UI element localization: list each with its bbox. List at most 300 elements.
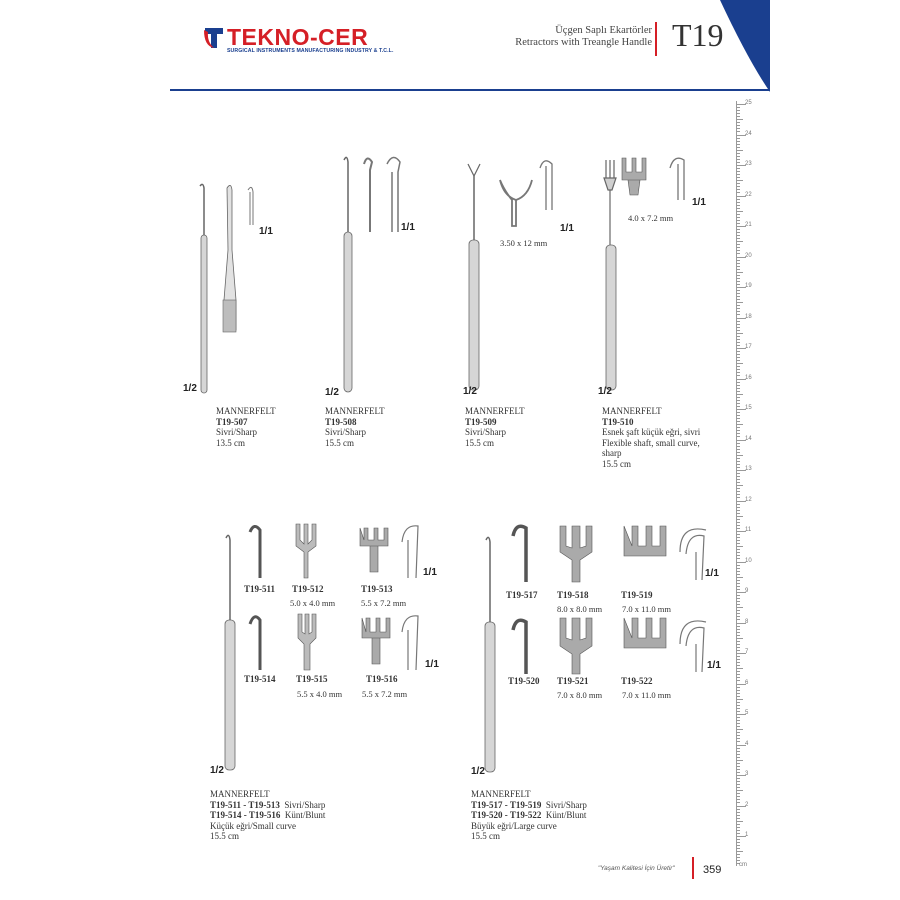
set-size: 15.5 cm (210, 831, 239, 841)
ruler-tick (737, 616, 740, 617)
ruler-tick (737, 153, 740, 154)
product-desc-tr: Esnek şaft küçük eğri, sivri (602, 427, 701, 437)
ruler-tick (737, 665, 740, 666)
ruler-tick (737, 690, 740, 691)
caption-set1 (210, 789, 325, 842)
ruler-tick (737, 430, 740, 431)
ruler-tick (737, 372, 740, 373)
ruler-number: 3 (745, 771, 749, 777)
ruler-tick (737, 857, 740, 858)
ruler-tick (737, 546, 743, 547)
ruler-tick (737, 403, 740, 404)
ruler-tick (737, 260, 740, 261)
ruler-tick (737, 726, 740, 727)
ruler-tick (737, 717, 740, 718)
scale-half-508: 1/2 (325, 387, 339, 398)
header-divider (655, 22, 657, 56)
ruler-tick (737, 574, 740, 575)
ruler-number: 1 (745, 832, 749, 838)
ruler-tick (737, 235, 740, 236)
ruler-tick (737, 208, 740, 209)
ruler-tick (737, 473, 740, 474)
tip-t19-514 (246, 612, 266, 672)
ruler-tick (737, 238, 740, 239)
header-rule (170, 89, 770, 91)
product-code: T19-509 (465, 416, 497, 427)
instrument-t19-509 (460, 150, 570, 400)
ruler-tick (737, 720, 740, 721)
ruler-tick (737, 552, 740, 553)
ruler-tick (737, 604, 740, 605)
ruler-tick (737, 738, 740, 739)
ruler-tick (737, 610, 740, 611)
ruler-tick (737, 223, 740, 224)
ruler-tick (737, 787, 740, 788)
ruler-tick (737, 183, 740, 184)
ruler-tick (737, 327, 740, 328)
ruler-tick (737, 311, 740, 312)
ruler-tick (737, 128, 740, 129)
ruler-number: 5 (745, 710, 749, 716)
ruler-tick (737, 113, 740, 114)
ruler-number: 19 (745, 283, 752, 289)
ruler-tick (737, 555, 740, 556)
ruler-tick (737, 174, 740, 175)
ruler-tick (737, 284, 740, 285)
ruler-tick (737, 385, 740, 386)
ruler-tick (737, 845, 740, 846)
ruler-tick (737, 543, 740, 544)
ruler-tick (737, 732, 740, 733)
ruler-tick (737, 656, 740, 657)
ruler-tick (737, 488, 740, 489)
ruler-tick (737, 549, 740, 550)
ruler-tick (737, 668, 743, 669)
corner-decoration (0, 0, 900, 100)
ruler-tick (737, 671, 740, 672)
ruler-tick (737, 760, 743, 761)
ruler-tick (737, 147, 740, 148)
tip-t19-517 (508, 522, 538, 584)
ruler-tick (737, 790, 743, 791)
caption-t19-510 (602, 406, 700, 469)
ruler-tick (737, 366, 740, 367)
ruler-tick (737, 375, 740, 376)
brand-tagline: SURGICAL INSTRUMENTS MANUFACTURING INDUSTRY & T.C.L. (227, 48, 394, 54)
ruler-tick (737, 772, 740, 773)
ruler-tick (737, 674, 740, 675)
ruler-tick (737, 199, 740, 200)
scale-half-507: 1/2 (183, 383, 197, 394)
ruler-tick (737, 479, 740, 480)
set-range-sharp: T19-517 - T19-519 (471, 799, 542, 810)
brand-name: TEKNO-CER (227, 24, 369, 50)
ruler-tick (737, 330, 740, 331)
ruler-tick (737, 357, 740, 358)
ruler-tick (737, 275, 740, 276)
ruler-number: 22 (745, 191, 752, 198)
scale-full-519: 1/1 (705, 568, 719, 579)
ruler-tick (737, 568, 740, 569)
ruler-tick (737, 793, 740, 794)
scale-half-set2: 1/2 (471, 766, 485, 777)
caption-t19-508 (325, 406, 385, 448)
ruler-number: 17 (745, 344, 752, 350)
ruler-tick (737, 220, 740, 221)
ruler-tick (737, 189, 740, 190)
ruler-tick (737, 125, 740, 126)
ruler-tick (737, 214, 740, 215)
ruler-tick (737, 266, 740, 267)
ruler-tick (737, 677, 740, 678)
ruler-tick (737, 232, 740, 233)
scale-full-513: 1/1 (423, 567, 437, 578)
ruler-tick (737, 159, 740, 160)
ruler-tick (737, 458, 740, 459)
ruler-tick (737, 507, 740, 508)
ruler-tick (737, 833, 740, 834)
set-range-sharp-desc: Sivri/Sharp (545, 799, 587, 810)
ruler-tick (737, 476, 740, 477)
ruler-tick (737, 522, 740, 523)
ruler-tick (737, 192, 740, 193)
ruler-tick (737, 339, 740, 340)
ruler-tick (737, 342, 740, 343)
code-t19-520: T19-520 (508, 676, 540, 686)
ruler-tick (737, 702, 740, 703)
ruler-tick (737, 299, 740, 300)
ruler-tick (737, 363, 743, 364)
product-name: MANNERFELT (216, 406, 276, 416)
ruler-tick (737, 519, 740, 520)
scale-half-set1: 1/2 (210, 765, 224, 776)
ruler-tick (737, 388, 740, 389)
dim-t19-512: 5.0 x 4.0 mm (290, 598, 336, 608)
ruler-tick (737, 763, 740, 764)
ruler-tick (737, 278, 740, 279)
ruler-tick (737, 693, 740, 694)
ruler-tick (737, 613, 740, 614)
ruler-tick (737, 485, 743, 486)
ruler-tick (737, 809, 740, 810)
ruler-tick (737, 250, 740, 251)
tip-t19-512 (290, 522, 320, 582)
ruler-tick (737, 482, 740, 483)
scale-full-510: 1/1 (692, 197, 706, 208)
product-desc-en-2: sharp (602, 448, 622, 458)
ruler-tick (737, 354, 740, 355)
dim-t19-516: 5.5 x 7.2 mm (362, 689, 408, 699)
ruler-tick (737, 324, 740, 325)
ruler-number: 24 (745, 130, 752, 137)
product-size: 15.5 cm (465, 437, 494, 448)
ruler-tick (737, 848, 740, 849)
ruler-tick (737, 321, 740, 322)
ruler-tick (737, 607, 743, 608)
ruler-tick (737, 263, 740, 264)
scale-full-522: 1/1 (707, 660, 721, 671)
ruler-tick (737, 754, 740, 755)
ruler-tick (737, 138, 740, 139)
product-name: MANNERFELT (325, 406, 385, 416)
ruler-tick (737, 635, 740, 636)
ruler-tick (737, 735, 740, 736)
product-desc: Sivri/Sharp (325, 427, 367, 437)
ruler-tick (737, 528, 740, 529)
dim-t19-518: 8.0 x 8.0 mm (557, 604, 603, 614)
ruler-number: 18 (745, 313, 752, 320)
ruler-tick (737, 156, 740, 157)
ruler-number: 7 (745, 649, 749, 655)
ruler-tick (737, 369, 740, 370)
ruler-number: 23 (745, 161, 752, 167)
dim-t19-510: 4.0 x 7.2 mm (628, 213, 674, 223)
ruler-tick (737, 424, 743, 425)
code-t19-514: T19-514 (244, 674, 276, 684)
ruler-tick (737, 467, 740, 468)
ruler-tick (737, 116, 740, 117)
ruler-tick (737, 494, 740, 495)
ruler-tick (737, 830, 740, 831)
ruler-tick (737, 537, 740, 538)
ruler-tick (737, 296, 740, 297)
ruler-tick (737, 699, 743, 700)
ruler-tick (737, 583, 740, 584)
code-t19-518: T19-518 (557, 590, 589, 600)
ruler-tick (737, 122, 740, 123)
ruler-tick (737, 308, 740, 309)
ruler-number: 21 (745, 222, 752, 228)
ruler-number: 15 (745, 405, 752, 411)
ruler-tick (737, 162, 740, 163)
page-number: 359 (703, 864, 722, 876)
tip-t19-515 (292, 612, 322, 672)
set-range-blunt-desc: Künt/Blunt (284, 810, 326, 820)
ruler-tick (737, 253, 740, 254)
ruler-number: 8 (745, 618, 749, 625)
instrument-t19-508 (330, 152, 420, 402)
ruler-tick (737, 244, 740, 245)
ruler-tick (737, 452, 740, 453)
ruler-tick (737, 177, 740, 178)
product-name: MANNERFELT (602, 406, 662, 416)
ruler-number: 6 (745, 679, 749, 686)
ruler-number: 4 (745, 740, 749, 747)
scale-full-507: 1/1 (259, 226, 273, 237)
ruler-tick (737, 589, 740, 590)
ruler-tick (737, 305, 740, 306)
ruler-tick (737, 711, 740, 712)
ruler-tick (737, 729, 743, 730)
ruler-number: 16 (745, 374, 752, 381)
caption-set2 (471, 789, 587, 842)
ruler-tick (737, 629, 740, 630)
instrument-t19-510 (600, 150, 710, 400)
ruler-number: 10 (745, 557, 752, 564)
scale-full-516: 1/1 (425, 659, 439, 670)
tip-t19-518 (558, 522, 598, 584)
ruler-tick (737, 601, 740, 602)
ruler-tick (737, 659, 740, 660)
ruler-tick (737, 397, 740, 398)
ruler-tick (737, 247, 740, 248)
tip-t19-511 (246, 522, 266, 582)
ruler-tick (737, 400, 740, 401)
dim-t19-522: 7.0 x 11.0 mm (622, 690, 672, 700)
ruler-tick (737, 723, 740, 724)
ruler-tick (737, 491, 740, 492)
ruler-tick (737, 205, 740, 206)
code-t19-511: T19-511 (244, 584, 276, 594)
ruler-tick (737, 748, 740, 749)
ruler-tick (737, 595, 740, 596)
set-name: MANNERFELT (471, 789, 531, 799)
ruler-tick (737, 540, 740, 541)
tip-t19-521 (558, 614, 598, 676)
ruler-tick (737, 351, 740, 352)
ruler-tick (737, 217, 740, 218)
ruler-tick (737, 394, 743, 395)
ruler-tick (737, 638, 743, 639)
ruler-tick (737, 107, 740, 108)
product-code: T19-507 (216, 416, 248, 427)
ruler-tick (737, 571, 740, 572)
ruler-number: 20 (745, 252, 752, 259)
product-size: 13.5 cm (216, 437, 245, 448)
product-desc: Sivri/Sharp (216, 427, 258, 437)
ruler-tick (737, 619, 740, 620)
ruler-number: 14 (745, 435, 752, 442)
ruler-number: 13 (745, 466, 752, 472)
ruler-tick (737, 827, 740, 828)
ruler-tick (737, 812, 740, 813)
header-titles (515, 25, 652, 49)
code-t19-522: T19-522 (621, 676, 653, 686)
header-title-en: Retractors with Treangle Handle (515, 37, 652, 48)
ruler-tick (737, 436, 740, 437)
ruler-tick (737, 510, 740, 511)
ruler-tick (737, 680, 740, 681)
ruler-tick (737, 504, 740, 505)
ruler-tick (737, 186, 740, 187)
ruler-number: 2 (745, 801, 749, 808)
ruler-unit: cm (739, 862, 747, 868)
header-title-tr: Üçgen Saplı Ekartörler (555, 25, 652, 36)
ruler-tick (737, 229, 740, 230)
ruler-tick (737, 842, 740, 843)
ruler-tick (737, 427, 740, 428)
ruler-tick (737, 565, 740, 566)
product-size: 15.5 cm (602, 458, 631, 469)
code-t19-515: T19-515 (296, 674, 328, 684)
set-range-sharp: T19-511 - T19-513 (210, 799, 280, 810)
ruler-number: 9 (745, 588, 749, 594)
ruler-tick (737, 382, 740, 383)
ruler-tick (737, 110, 740, 111)
footer-divider (692, 857, 694, 879)
logo-mark-icon (203, 26, 225, 50)
ruler-tick (737, 687, 740, 688)
ruler-tick (737, 839, 740, 840)
ruler-tick (737, 784, 740, 785)
ruler-tick (737, 598, 740, 599)
ruler-tick (737, 150, 743, 151)
ruler-tick (737, 272, 743, 273)
ruler-tick (737, 171, 740, 172)
ruler-tick (737, 302, 743, 303)
code-t19-521: T19-521 (557, 676, 589, 686)
ruler-tick (737, 406, 740, 407)
ruler-tick (737, 144, 740, 145)
ruler-tick (737, 202, 740, 203)
ruler-tick (737, 345, 740, 346)
ruler-tick (737, 131, 740, 132)
dim-t19-509: 3.50 x 12 mm (500, 238, 548, 248)
dim-t19-521: 7.0 x 8.0 mm (557, 690, 603, 700)
set-name: MANNERFELT (210, 789, 270, 799)
ruler-tick (737, 766, 740, 767)
ruler-tick (737, 269, 740, 270)
ruler-tick (737, 415, 740, 416)
ruler-tick (737, 449, 740, 450)
ruler-tick (737, 290, 740, 291)
ruler-tick (737, 168, 740, 169)
ruler-tick (737, 497, 740, 498)
ruler-number: 25 (745, 100, 752, 106)
ruler-tick (737, 802, 740, 803)
set-curve: Büyük eğri/Large curve (471, 820, 557, 831)
header-code: T19 (672, 17, 724, 53)
instrument-handle-set2 (476, 532, 506, 782)
dim-t19-519: 7.0 x 11.0 mm (622, 604, 672, 614)
ruler-number: 11 (745, 527, 752, 533)
ruler-tick (737, 360, 740, 361)
ruler-tick (737, 851, 743, 852)
dim-t19-513: 5.5 x 7.2 mm (361, 598, 407, 608)
ruler-tick (737, 854, 740, 855)
ruler-tick (737, 446, 740, 447)
ruler-tick (737, 641, 740, 642)
ruler-tick (737, 769, 740, 770)
set-curve: Küçük eğri/Small curve (210, 820, 296, 831)
ruler-tick (737, 455, 743, 456)
ruler-tick (737, 632, 740, 633)
ruler-tick (737, 461, 740, 462)
ruler-tick (737, 580, 740, 581)
footer-slogan: "Yaşam Kalitesi İçin Üretir" (598, 865, 675, 872)
set-size: 15.5 cm (471, 831, 500, 841)
scale-half-509: 1/2 (463, 386, 477, 397)
ruler-tick (737, 815, 740, 816)
caption-t19-507 (216, 406, 276, 448)
ruler-tick (737, 314, 740, 315)
ruler-tick (737, 662, 740, 663)
ruler-tick (737, 241, 743, 242)
instrument-t19-507 (190, 180, 270, 400)
code-t19-519: T19-519 (621, 590, 653, 600)
code-t19-513: T19-513 (361, 584, 393, 594)
ruler-tick (737, 336, 740, 337)
ruler-tick (737, 525, 740, 526)
ruler-tick (737, 412, 740, 413)
ruler-tick (737, 577, 743, 578)
ruler-tick (737, 281, 740, 282)
ruler-tick (737, 778, 740, 779)
ruler-tick (737, 705, 740, 706)
code-t19-512: T19-512 (292, 584, 324, 594)
product-desc: Sivri/Sharp (465, 427, 507, 437)
ruler-tick (737, 333, 743, 334)
